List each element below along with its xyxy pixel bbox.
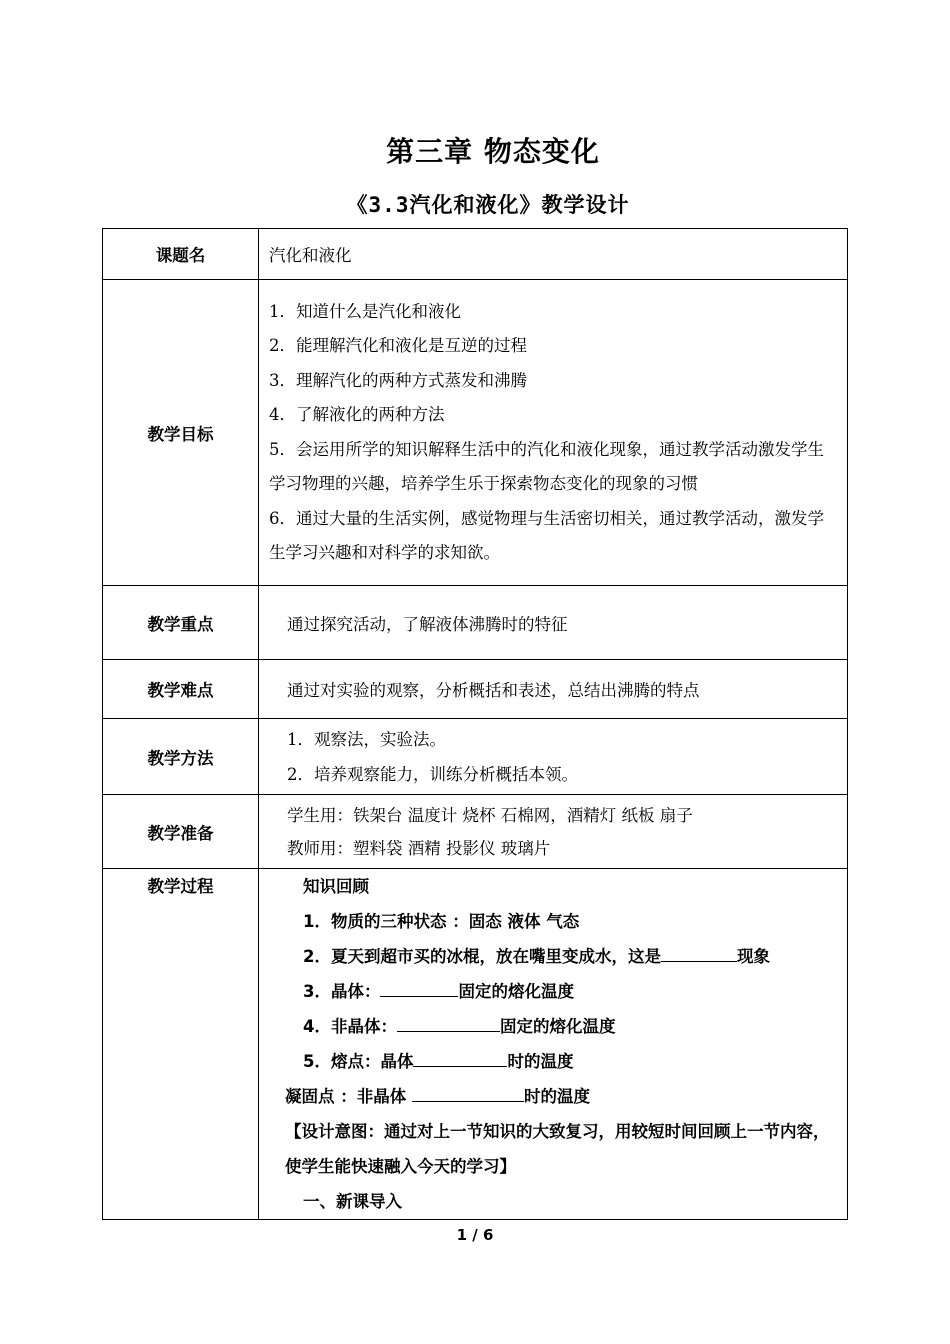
- row-preparation: [103, 795, 848, 869]
- goal-item: 3．理解汽化的两种方式蒸发和沸腾: [269, 370, 527, 390]
- row-process: [103, 869, 848, 1220]
- review-q2: 2．夏天到超市买的冰棍，放在嘴里变成水，这是 现象: [269, 939, 839, 974]
- page-number: 1 / 6: [456, 1226, 494, 1244]
- method-item: 2．培养观察能力，训练分析概括本领。: [287, 764, 578, 784]
- label-goals: 教学目标: [103, 280, 259, 586]
- label-difficulties: 教学难点: [103, 660, 259, 719]
- value-goals: [259, 280, 848, 586]
- review-q1: 1．物质的三种状态 ：固态 液体 气态: [303, 912, 580, 931]
- fill-blank: [380, 978, 458, 997]
- goal-item: 5．会运用所学的知识解释生活中的汽化和液化现象，通过教学活动激发学生学习物理的兴趣，培养学生乐于探索物态变化的现象的习惯: [269, 439, 824, 493]
- label-key-points: 教学重点: [103, 586, 259, 660]
- fill-blank: [412, 1083, 524, 1102]
- review-q3: 3．晶体： 固定的熔化温度: [269, 974, 839, 1009]
- method-item: 1．观察法，实验法。: [287, 729, 446, 749]
- review-q6: 凝固点 ：非晶体 时的温度: [269, 1079, 839, 1114]
- value-key-points: 通过探究活动，了解液体沸腾时的特征: [287, 614, 568, 634]
- lesson-plan-table: [102, 228, 848, 1220]
- review-title: 知识回顾: [303, 877, 369, 896]
- value-difficulties: 通过对实验的观察，分析概括和表述，总结出沸腾的特点: [287, 681, 700, 700]
- review-q5: 5．熔点：晶体 时的温度: [269, 1044, 839, 1079]
- goal-item: 4．了解液化的两种方法: [269, 405, 445, 424]
- row-goals: [103, 280, 848, 586]
- goal-item: 1．知道什么是汽化和液化: [269, 301, 461, 321]
- row-difficulties: [103, 660, 848, 719]
- fill-blank: [397, 1013, 500, 1032]
- row-key-points: [103, 586, 848, 660]
- chapter-title: 第三章 物态变化: [386, 135, 600, 168]
- goal-item: 6．通过大量的生活实例，感觉物理与生活密切相关，通过教学活动，激发学生学习兴趣和对科学的求知欲。: [269, 508, 824, 562]
- row-methods: [103, 719, 848, 795]
- value-topic: 汽化和液化: [259, 229, 848, 280]
- label-methods: 教学方法: [103, 719, 259, 795]
- prep-student: 学生用：铁架台 温度计 烧杯 石棉网，酒精灯 纸板 扇子: [287, 805, 693, 825]
- label-preparation: 教学准备: [103, 795, 259, 869]
- prep-teacher: 教师用：塑料袋 酒精 投影仪 玻璃片: [287, 838, 551, 858]
- goal-item: 2．能理解汽化和液化是互逆的过程: [269, 336, 527, 355]
- next-section: 一、新课导入: [303, 1192, 402, 1211]
- label-topic: 课题名: [103, 229, 259, 280]
- fill-blank: [661, 943, 737, 962]
- label-process: 教学过程: [103, 869, 259, 1220]
- design-intent: 【设计意图：通过对上一节知识的大致复习，用较短时间回顾上一节内容，使学生能快速融入今天的学习】: [285, 1122, 830, 1176]
- review-q4: 4．非晶体： 固定的熔化温度: [269, 1009, 839, 1044]
- row-topic: [103, 229, 848, 280]
- lesson-title: 《3.3汽化和液化》教学设计: [346, 193, 630, 217]
- fill-blank: [413, 1048, 507, 1067]
